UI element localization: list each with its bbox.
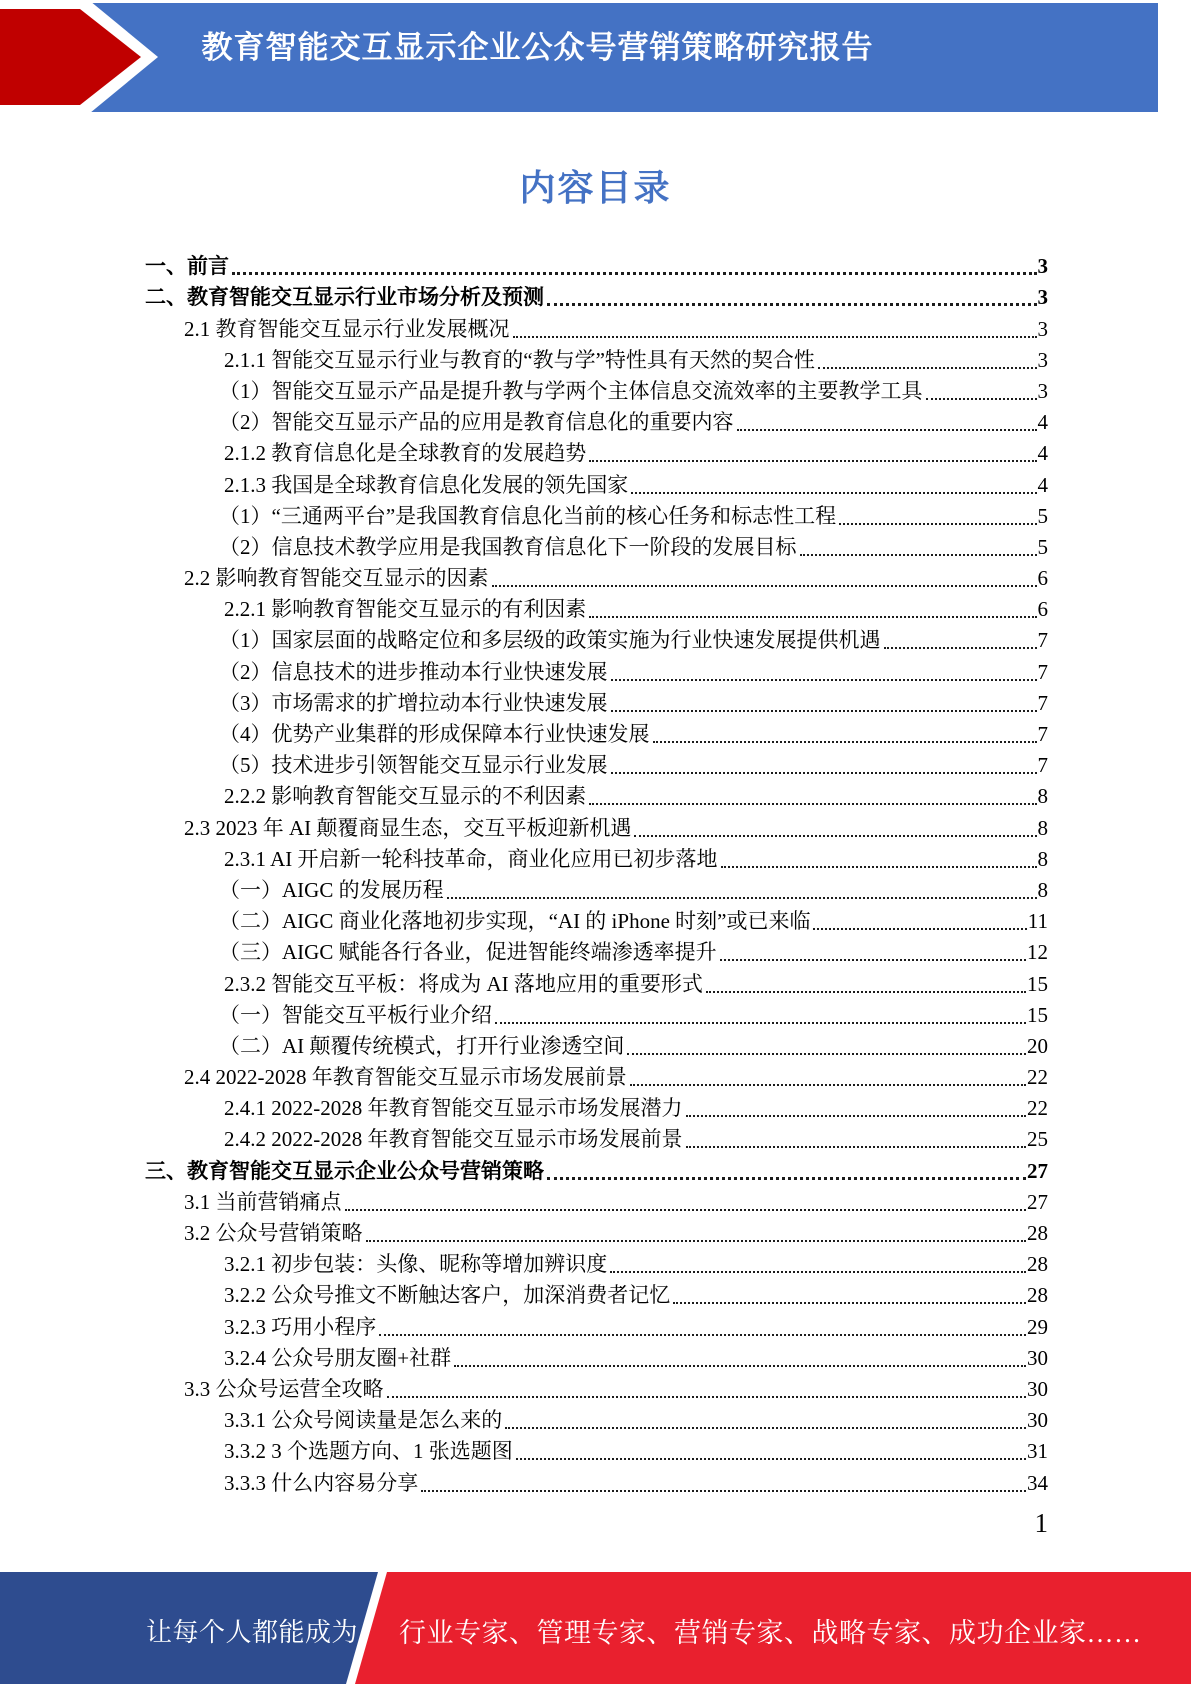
toc-entry xyxy=(133,1372,1048,1403)
toc-leader-dots xyxy=(421,1490,1026,1492)
toc-entry-text: 3.3 公众号运营全攻略 xyxy=(184,1376,384,1401)
toc-entry-text: 3.2.2 公众号推文不断触达客户，加深消费者记忆 xyxy=(224,1283,671,1308)
toc-entry-text: （1）国家层面的战略定位和多层级的政策实施为行业快速发展提供机遇 xyxy=(219,628,881,653)
toc-leader-dots xyxy=(673,1302,1026,1304)
toc-entry-page: 34 xyxy=(1027,1470,1048,1495)
toc-entry-page: 6 xyxy=(1037,597,1048,622)
toc-leader-dots xyxy=(492,585,1037,587)
toc-entry-text: 3.2 公众号营销策略 xyxy=(184,1221,363,1245)
toc-entry xyxy=(133,1185,1048,1216)
toc-entry-text: 3.3.3 什么内容易分享 xyxy=(224,1470,419,1495)
toc-leader-dots xyxy=(839,523,1036,525)
toc-entry xyxy=(133,467,1048,498)
toc-entry xyxy=(133,1403,1048,1434)
toc-entry-text: 3.3.2 3 个选题方向、1 张选题图 xyxy=(224,1439,513,1464)
toc-entry-text: 3.2.3 巧用小程序 xyxy=(224,1314,377,1339)
toc-entry-page: 28 xyxy=(1027,1221,1048,1245)
toc-entry-page: 3 xyxy=(1037,378,1048,403)
toc-leader-dots xyxy=(513,336,1037,338)
toc-entry-text: 2.3.2 智能交互平板：将成为 AI 落地应用的重要形式 xyxy=(224,971,703,996)
toc-entry-text: （2）智能交互显示产品的应用是教育信息化的重要内容 xyxy=(219,410,734,435)
toc-entry xyxy=(133,1153,1048,1184)
toc-leader-dots xyxy=(447,897,1037,899)
toc-entry-text: 2.1.3 我国是全球教育信息化发展的领先国家 xyxy=(224,472,629,497)
toc-entry xyxy=(133,623,1048,654)
toc-entry-page: 27 xyxy=(1027,1158,1048,1183)
toc-entry-page: 3 xyxy=(1037,285,1048,310)
toc-entry-page: 3 xyxy=(1037,347,1048,372)
toc-entry-page: 15 xyxy=(1027,1002,1048,1027)
toc-entry-text: （1）智能交互显示产品是提升教与学两个主体信息交流效率的主要教学工具 xyxy=(219,378,923,403)
toc-entry-text: （4）优势产业集群的形成保障本行业快速发展 xyxy=(219,722,650,746)
toc-leader-dots xyxy=(454,1365,1026,1367)
toc-leader-dots xyxy=(720,959,1026,961)
toc-entry-page: 20 xyxy=(1027,1033,1048,1058)
toc-entry-text: 2.4.1 2022-2028 年教育智能交互显示市场发展潜力 xyxy=(224,1096,683,1121)
toc-entry-text: 2.4 2022-2028 年教育智能交互显示市场发展前景 xyxy=(184,1065,627,1090)
toc-leader-dots xyxy=(379,1334,1026,1336)
toc-entry xyxy=(133,1465,1048,1496)
toc-entry-text: 2.1 教育智能交互显示行业发展概况 xyxy=(184,316,510,341)
toc-entry xyxy=(133,686,1048,717)
toc-entry-page: 12 xyxy=(1027,940,1048,965)
toc-entry-page: 3 xyxy=(1037,254,1048,279)
toc-entry xyxy=(133,935,1048,966)
toc-entry xyxy=(133,1122,1048,1153)
toc-entry-page: 4 xyxy=(1037,441,1048,466)
toc-entry xyxy=(133,249,1048,280)
page-number: 1 xyxy=(1034,1508,1048,1538)
toc-leader-dots xyxy=(366,1240,1027,1242)
toc-leader-dots xyxy=(547,1177,1026,1180)
toc-entry xyxy=(133,405,1048,436)
toc-leader-dots xyxy=(387,1396,1027,1398)
toc-leader-dots xyxy=(345,1209,1027,1211)
toc-entry xyxy=(133,904,1048,935)
toc-entry-text: 2.4.2 2022-2028 年教育智能交互显示市场发展前景 xyxy=(224,1127,683,1152)
toc-leader-dots xyxy=(589,460,1036,462)
report-title: 教育智能交互显示企业公众号营销策略研究报告 xyxy=(201,30,874,65)
toc-entry-page: 27 xyxy=(1027,1189,1048,1214)
toc-entry-text: 2.2.1 影响教育智能交互显示的有利因素 xyxy=(224,597,587,622)
toc-entry-page: 7 xyxy=(1037,628,1048,653)
toc-entry xyxy=(133,436,1048,467)
toc-entry xyxy=(133,998,1048,1029)
toc-entry-text: 2.2.2 影响教育智能交互显示的不利因素 xyxy=(224,784,587,809)
toc-leader-dots xyxy=(611,679,1037,681)
toc-entry-text: （一）智能交互平板行业介绍 xyxy=(219,1002,492,1027)
toc-entry-page: 3 xyxy=(1037,316,1048,341)
toc-entry-page: 7 xyxy=(1037,722,1048,746)
toc-entry-text: 2.1.2 教育信息化是全球教育的发展趋势 xyxy=(224,441,587,466)
toc-leader-dots xyxy=(627,1053,1026,1055)
toc-entry xyxy=(133,499,1048,530)
toc-entry-text: 2.3 2023 年 AI 颠覆商显生态，交互平板迎新机遇 xyxy=(184,815,632,840)
toc-leader-dots xyxy=(547,303,1037,306)
toc-entry xyxy=(133,561,1048,592)
toc-entry xyxy=(133,374,1048,405)
toc-leader-dots xyxy=(818,367,1037,369)
toc-leader-dots xyxy=(516,1458,1026,1460)
toc-entry-text: （2）信息技术教学应用是我国教育信息化下一阶段的发展目标 xyxy=(219,534,797,559)
toc-entry-page: 30 xyxy=(1027,1376,1048,1401)
toc-entry-text: 一、前言 xyxy=(145,254,229,279)
toc-entry-text: （三）AIGC 赋能各行各业，促进智能终端渗透率提升 xyxy=(219,940,717,965)
toc-leader-dots xyxy=(653,741,1037,743)
toc-entry xyxy=(133,343,1048,374)
toc-entry-text: （1）“三通两平台”是我国教育信息化当前的核心任务和标志性工程 xyxy=(219,503,837,528)
toc-entry xyxy=(133,1434,1048,1465)
toc-leader-dots xyxy=(611,710,1037,712)
toc-entry-text: （二）AI 颠覆传统模式，打开行业渗透空间 xyxy=(219,1033,625,1058)
toc-entry xyxy=(133,1216,1048,1247)
toc-entry-page: 6 xyxy=(1037,566,1048,591)
toc-entry-text: 2.2 影响教育智能交互显示的因素 xyxy=(184,566,489,591)
toc-entry xyxy=(133,530,1048,561)
toc-leader-dots xyxy=(800,554,1037,556)
toc-entry-page: 7 xyxy=(1037,753,1048,778)
toc-entry-page: 11 xyxy=(1027,909,1048,934)
toc-entry-text: 三、教育智能交互显示企业公众号营销策略 xyxy=(145,1158,544,1183)
toc-entry xyxy=(133,1060,1048,1091)
toc-entry-text: 2.3.1 AI 开启新一轮科技革命，商业化应用已初步落地 xyxy=(224,846,718,871)
toc-leader-dots xyxy=(630,1084,1026,1086)
toc-entry-text: 2.1.1 智能交互显示行业与教育的“教与学”特性具有天然的契合性 xyxy=(224,347,815,372)
toc-leader-dots xyxy=(721,866,1037,868)
toc-entry-page: 8 xyxy=(1037,815,1048,840)
toc-entry xyxy=(133,1247,1048,1278)
toc-entry xyxy=(133,810,1048,841)
toc-leader-dots xyxy=(611,772,1037,774)
toc-entry-text: 3.2.4 公众号朋友圈+社群 xyxy=(224,1345,452,1370)
toc-leader-dots xyxy=(686,1115,1027,1117)
toc-entry-page: 15 xyxy=(1027,971,1048,996)
toc-entry xyxy=(133,1309,1048,1340)
toc-entry-text: （二）AIGC 商业化落地初步实现，“AI 的 iPhone 时刻”或已来临 xyxy=(219,909,811,934)
toc-entry-page: 8 xyxy=(1037,784,1048,809)
toc-leader-dots xyxy=(926,398,1037,400)
toc-entry xyxy=(133,1091,1048,1122)
footer-slogan-right: 行业专家、管理专家、营销专家、战略专家、成功企业家…… xyxy=(399,1618,1142,1648)
toc-entry xyxy=(133,311,1048,342)
toc-leader-dots xyxy=(495,1022,1026,1024)
toc-entry xyxy=(133,779,1048,810)
toc-entry-page: 30 xyxy=(1027,1345,1048,1370)
toc-entry-page: 7 xyxy=(1037,690,1048,715)
toc-entry-page: 28 xyxy=(1027,1283,1048,1308)
toc-entry-page: 5 xyxy=(1037,534,1048,559)
toc-leader-dots xyxy=(634,835,1036,837)
toc-entry-page: 30 xyxy=(1027,1408,1048,1433)
toc-entry xyxy=(133,748,1048,779)
toc-leader-dots xyxy=(737,429,1037,431)
toc-leader-dots xyxy=(813,928,1026,930)
toc-entry-page: 29 xyxy=(1027,1314,1048,1339)
toc-list xyxy=(133,249,1048,1497)
toc-leader-dots xyxy=(686,1146,1027,1148)
toc-entry-text: （3）市场需求的扩增拉动本行业快速发展 xyxy=(219,690,608,715)
toc-entry-page: 4 xyxy=(1037,410,1048,435)
toc-entry-page: 5 xyxy=(1037,503,1048,528)
toc-entry-page: 31 xyxy=(1027,1439,1048,1464)
toc-leader-dots xyxy=(505,1427,1026,1429)
toc-entry-text: （2）信息技术的进步推动本行业快速发展 xyxy=(219,659,608,684)
toc-leader-dots xyxy=(631,492,1036,494)
toc-entry-text: 3.2.1 初步包装：头像、昵称等增加辨识度 xyxy=(224,1252,608,1277)
footer-slogan-left: 让每个人都能成为 xyxy=(146,1618,359,1647)
toc-leader-dots xyxy=(706,991,1026,993)
toc-entry-text: 3.3.1 公众号阅读量是怎么来的 xyxy=(224,1408,503,1433)
toc-entry xyxy=(133,717,1048,748)
toc-leader-dots xyxy=(884,647,1037,649)
toc-entry-page: 22 xyxy=(1027,1065,1048,1090)
toc-heading: 内容目录 xyxy=(519,168,672,208)
toc-leader-dots xyxy=(232,272,1037,275)
toc-entry-page: 7 xyxy=(1037,659,1048,684)
toc-entry-text: （一）AIGC 的发展历程 xyxy=(219,877,444,902)
toc-entry-text: （5）技术进步引领智能交互显示行业发展 xyxy=(219,753,608,778)
toc-entry-text: 3.1 当前营销痛点 xyxy=(184,1189,342,1214)
toc-entry-page: 28 xyxy=(1027,1252,1048,1277)
toc-leader-dots xyxy=(610,1271,1026,1273)
toc-entry-page: 8 xyxy=(1037,846,1048,871)
toc-leader-dots xyxy=(589,803,1036,805)
toc-entry xyxy=(133,873,1048,904)
toc-entry-page: 4 xyxy=(1037,472,1048,497)
toc-entry xyxy=(133,654,1048,685)
toc-entry xyxy=(133,592,1048,623)
toc-entry xyxy=(133,842,1048,873)
toc-entry xyxy=(133,966,1048,997)
toc-entry-page: 25 xyxy=(1027,1127,1048,1152)
toc-entry xyxy=(133,1341,1048,1372)
toc-leader-dots xyxy=(589,616,1036,618)
toc-entry-text: 二、教育智能交互显示行业市场分析及预测 xyxy=(145,285,544,310)
toc-entry xyxy=(133,1029,1048,1060)
toc-entry xyxy=(133,1278,1048,1309)
toc-entry-page: 22 xyxy=(1027,1096,1048,1121)
toc-entry xyxy=(133,280,1048,311)
toc-entry-page: 8 xyxy=(1037,877,1048,902)
